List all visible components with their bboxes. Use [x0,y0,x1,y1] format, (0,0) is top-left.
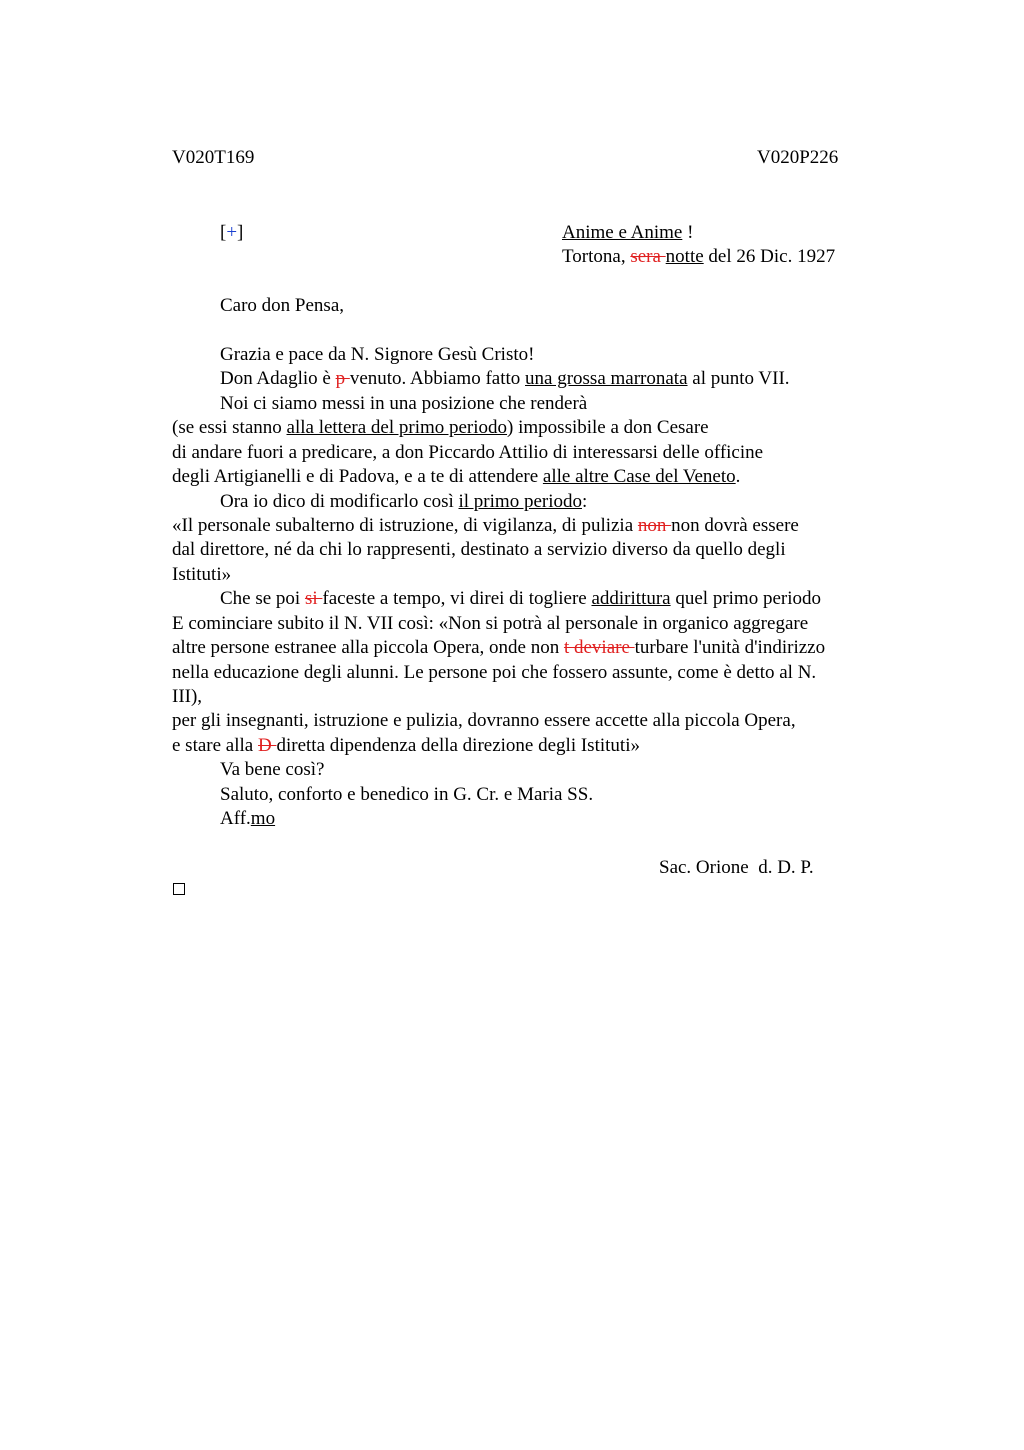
body-line: di andare fuori a predicare, a don Piccardo Attilio di interessarsi delle officine [172,442,764,463]
body-line: Va bene così? [220,759,325,780]
quote-line: Istituti» [172,564,232,585]
body-line: per gli insegnanti, istruzione e pulizia, dovranno essere accette alla piccola Opera, [172,710,796,731]
body-line: Che se poi si faceste a tempo, vi direi di togliere addirittura quel primo periodo [220,588,821,609]
body-line: Don Adaglio è p venuto. Abbiamo fatto una grossa marronata al punto VII. [220,368,790,389]
deleted-text: p [335,368,350,389]
closing: Aff.mo [220,808,276,829]
page-code-right: V020P226 [757,147,839,168]
deleted-text: t deviare [563,637,635,658]
salutation: Caro don Pensa, [220,295,345,316]
place-date: Tortona, sera notte del 26 Dic. 1927 [562,246,836,267]
body-line: e stare alla D diretta dipendenza della direzione degli Istituti» [172,735,640,756]
body-line: degli Artigianelli e di Padova, e a te di attendere alle altre Case del Veneto. [172,466,741,487]
body-line: nella educazione degli alunni. Le persone poi che fossero assunte, come è detto al N. [172,662,817,683]
document-code-left: V020T169 [172,147,255,168]
body-line: Ora io dico di modificarlo così il primo periodo: [220,491,588,512]
deleted-text: non [637,515,672,536]
body-line: (se essi stanno alla lettera del primo periodo) impossibile a don Cesare [172,417,709,438]
quote-line: «Il personale subalterno di istruzione, di vigilanza, di pulizia non non dovrà essere [172,515,799,536]
greeting-line: Grazia e pace da N. Signore Gesù Cristo! [220,344,535,365]
cross-mark: [+] [220,222,244,243]
deleted-text: si [304,588,323,609]
body-line: Noi ci siamo messi in una posizione che renderà [220,393,588,414]
quote-line: dal direttore, né da chi lo rappresenti, destinato a servizio diverso da quello degli [172,539,786,560]
end-square-icon [173,883,185,895]
body-line: Saluto, conforto e benedico in G. Cr. e Maria SS. [220,784,594,805]
body-line: E cominciare subito il N. VII così: «Non si potrà al personale in organico aggregare [172,613,809,634]
body-line: altre persone estranee alla piccola Opera, onde non t deviare turbare l'unità d'indirizzo [172,637,826,658]
motto: Anime e Anime ! [562,222,694,243]
signature: Sac. Orione d. D. P. [659,857,814,878]
deleted-text: sera [630,246,666,267]
deleted-text: D [257,735,277,756]
body-line: III), [172,686,203,707]
cross-icon: + [226,222,238,243]
